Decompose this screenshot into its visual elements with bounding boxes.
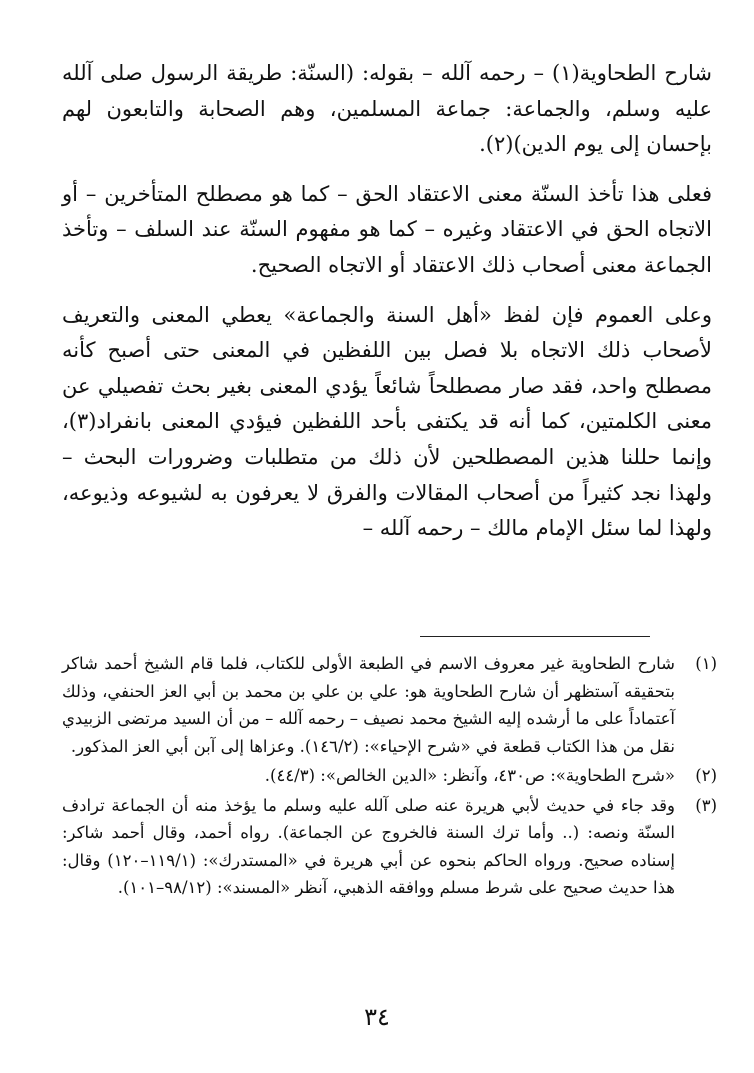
footnote-text: وقد جاء في حديث لأبي هريرة عنه صلى آلله عليه وسلم ما يؤخذ منه أن الجماعة ترادف السنّة ونصه: (.. وأما ترك السنة فالخروج عن الجماعة). رواه أحمد، وقال أحمد شاكر: إسناده صحيح. ورواه الحاكم بنحوه عن أبي هريرة في «المستدرك»: (١١٩/١–١٢٠) وقال: هذا حديث صحيح على شرط مسلم ووافقه الذهبي، آنظر «المسند»: (٩٨/١٢–١٠١). [62, 795, 675, 897]
footnote-3 [62, 792, 717, 902]
footnote-text: شارح الطحاوية غير معروف الاسم في الطبعة الأولى للكتاب، فلما قام الشيخ أحمد شاكر بتحقيقه آستظهر أن شارح الطحاوية هو: علي بن علي بن محمد بن أبي العز الحنفي، وذلك آعتماداً على ما أرشده إليه الشيخ محمد نصيف – رحمه آلله – من أن السيد مرتضى الزبيدي نقل من هذا الكتاب قطعة في «شرح الإحياء»: (١٤٦/٢). وعزاها إلى آبن أبي العز المذكور. [62, 654, 675, 756]
footnote-1 [62, 650, 717, 760]
footnote-number: (٣) [695, 795, 717, 815]
footnotes [62, 650, 717, 904]
page-number: ٣٤ [364, 1003, 390, 1031]
footnote-number: (٢) [695, 766, 717, 785]
footnote-2 [62, 762, 717, 790]
paragraph-1: شارح الطحاوية(١) – رحمه آلله – بقوله: (السنّة: طريقة الرسول صلى آلله عليه وسلم، والجماعة: جماعة المسلمين، وهم الصحابة والتابعون لهم بإحسان إلى يوم الدين)(٢). [62, 61, 712, 157]
footnote-text: «شرح الطحاوية»: ص٤٣٠، وآنظر: «الدين الخالص»: (٤٤/٣). [264, 766, 675, 785]
footnote-divider [420, 636, 650, 637]
main-text [62, 56, 712, 561]
footnote-number: (١) [695, 654, 717, 673]
paragraph-2: فعلى هذا تأخذ السنّة معنى الاعتقاد الحق – كما هو مصطلح المتأخرين – أو الاتجاه الحق في الاعتقاد وغيره – كما هو مفهوم السنّة عند السلف – وتأخذ الجماعة معنى أصحاب ذلك الاعتقاد أو الاتجاه الصحيح. [62, 181, 712, 277]
paragraph-3: وعلى العموم فإن لفظ «أهل السنة والجماعة» يعطي المعنى والتعريف لأصحاب ذلك الاتجاه بلا فصل بين اللفظين في المعنى حتى أصبح كأنه مصطلح واحد، فقد صار مصطلحاً شائعاً يؤدي المعنى بغير بحث تفصيلي عن معنى الكلمتين، كما أنه قد يكتفى بأحد اللفظين فيؤدي المعنى بانفراد(٣)، وإنما حللنا هذين المصطلحين لأن ذلك من متطلبات وضرورات البحث – ولهذا نجد كثيراً من أصحاب المقالات والفرق لا يعرفون به لشيوعه وذيوعه، ولهذا لما سئل الإمام مالك – رحمه آلله – [62, 302, 712, 541]
